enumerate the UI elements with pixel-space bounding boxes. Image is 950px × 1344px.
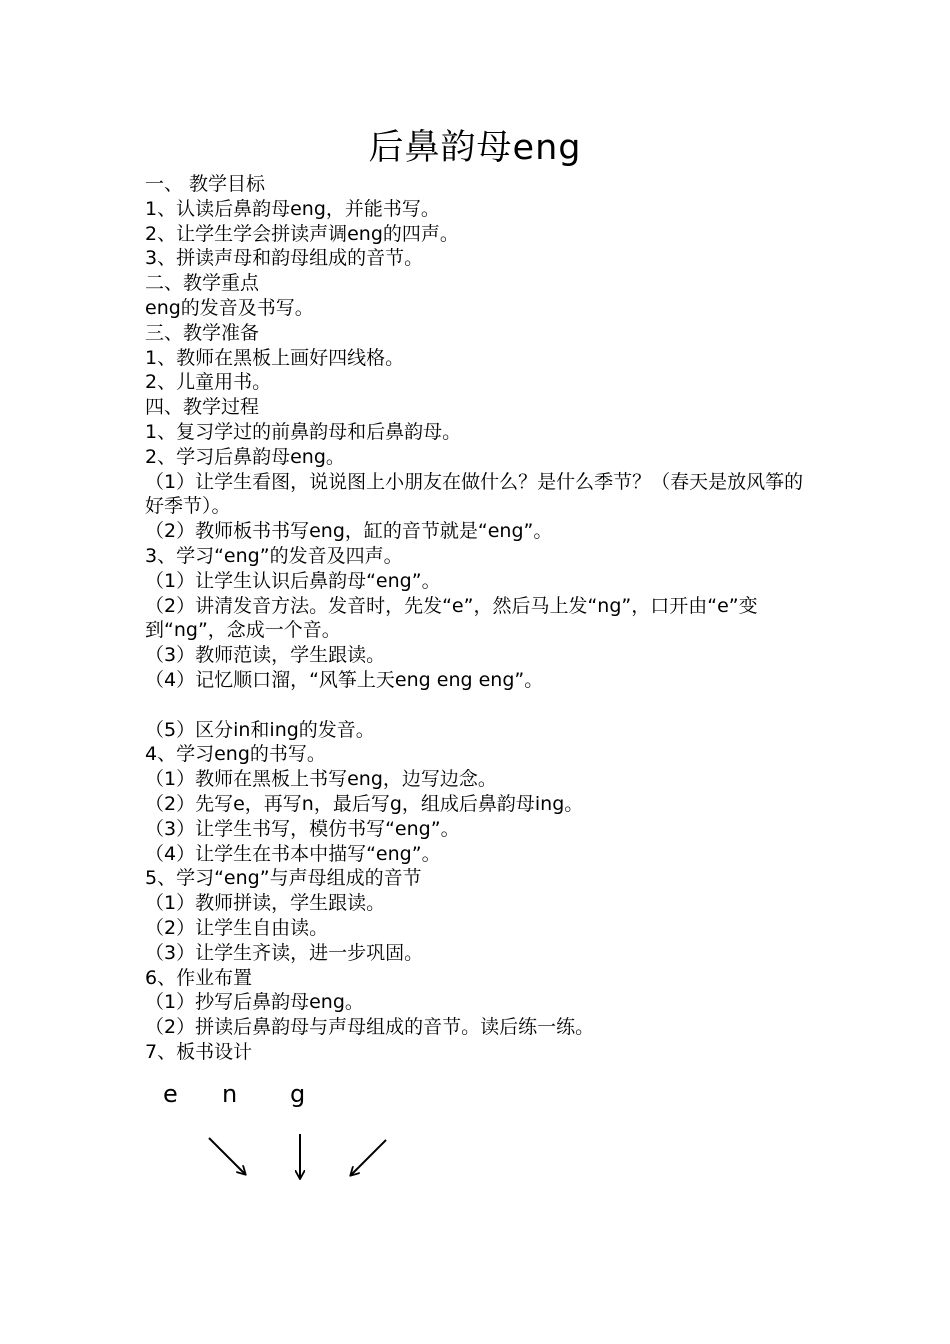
focus-text: eng的发音及书写。 <box>145 296 314 319</box>
objective-1: 1、认读后鼻韵母eng，并能书写。 <box>145 197 440 220</box>
process-step-6-item-1: （1）抄写后鼻韵母eng。 <box>145 991 364 1014</box>
process-step-6-item-2: （2）拼读后鼻韵母与声母组成的音节。读后练一练。 <box>145 1016 595 1039</box>
process-step-4: 4、学习eng的书写。 <box>145 743 326 766</box>
process-step-7: 7、板书设计 <box>145 1040 253 1063</box>
process-step-5-item-1: （1）教师拼读，学生跟读。 <box>145 892 386 915</box>
section-heading-process: 四、教学过程 <box>145 396 260 419</box>
preparation-2: 2、儿童用书。 <box>145 371 272 394</box>
preparation-1: 1、教师在黑板上画好四线格。 <box>145 346 405 369</box>
process-step-2-item-1: （1）让学生看图，说说图上小朋友在做什么？是什么季节？（春天是放风筝的好季节）。 <box>145 470 804 518</box>
process-step-5-item-2: （2）让学生自由读。 <box>145 916 329 939</box>
blank-line <box>145 693 810 718</box>
section-heading-preparation: 三、教学准备 <box>145 321 260 344</box>
board-letter-e: e <box>163 1080 178 1108</box>
process-step-1: 1、复习学过的前鼻韵母和后鼻韵母。 <box>145 420 462 443</box>
section-heading-focus: 二、教学重点 <box>145 272 260 295</box>
process-step-3: 3、学习“eng”的发音及四声。 <box>145 544 403 567</box>
board-letter-g: g <box>290 1080 306 1108</box>
arrow-down-right <box>209 1138 245 1174</box>
document-body <box>145 172 810 1065</box>
process-step-3-item-4: （4）记忆顺口溜，“风筝上天eng eng eng”。 <box>145 668 544 691</box>
process-step-3-item-3: （3）教师范读，学生跟读。 <box>145 644 386 667</box>
objective-2: 2、让学生学会拼读声调eng的四声。 <box>145 222 459 245</box>
process-step-4-item-3: （3）让学生书写，模仿书写“eng”。 <box>145 817 460 840</box>
board-letter-n: n <box>222 1080 238 1108</box>
process-step-6: 6、作业布置 <box>145 966 253 989</box>
section-heading-objectives: 一、 教学目标 <box>145 173 266 195</box>
process-step-2: 2、学习后鼻韵母eng。 <box>145 445 345 468</box>
arrow-down-left <box>351 1140 386 1175</box>
process-step-4-item-1: （1）教师在黑板上书写eng，边写边念。 <box>145 768 497 791</box>
process-step-2-item-2: （2）教师板书书写eng，缸的音节就是“eng”。 <box>145 520 553 543</box>
process-step-5-item-3: （3）让学生齐读，进一步巩固。 <box>145 941 424 964</box>
process-step-3-item-1: （1）让学生认识后鼻韵母“eng”。 <box>145 569 441 592</box>
process-step-4-item-2: （2）先写e，再写n，最后写g，组成后鼻韵母ing。 <box>145 792 584 815</box>
process-step-3-item-5: （5）区分in和ing的发音。 <box>145 718 375 741</box>
process-step-4-item-4: （4）让学生在书本中描写“eng”。 <box>145 842 441 865</box>
process-step-5: 5、学习“eng”与声母组成的音节 <box>145 867 422 890</box>
board-arrows <box>195 1128 405 1188</box>
document-title: 后鼻韵母eng <box>368 128 582 168</box>
objective-3: 3、拼读声母和韵母组成的音节。 <box>145 247 424 270</box>
process-step-3-item-2: （2）讲清发音方法。发音时，先发“e”，然后马上发“ng”，口开由“e”变到“ng”，念成一个音。 <box>145 594 758 642</box>
